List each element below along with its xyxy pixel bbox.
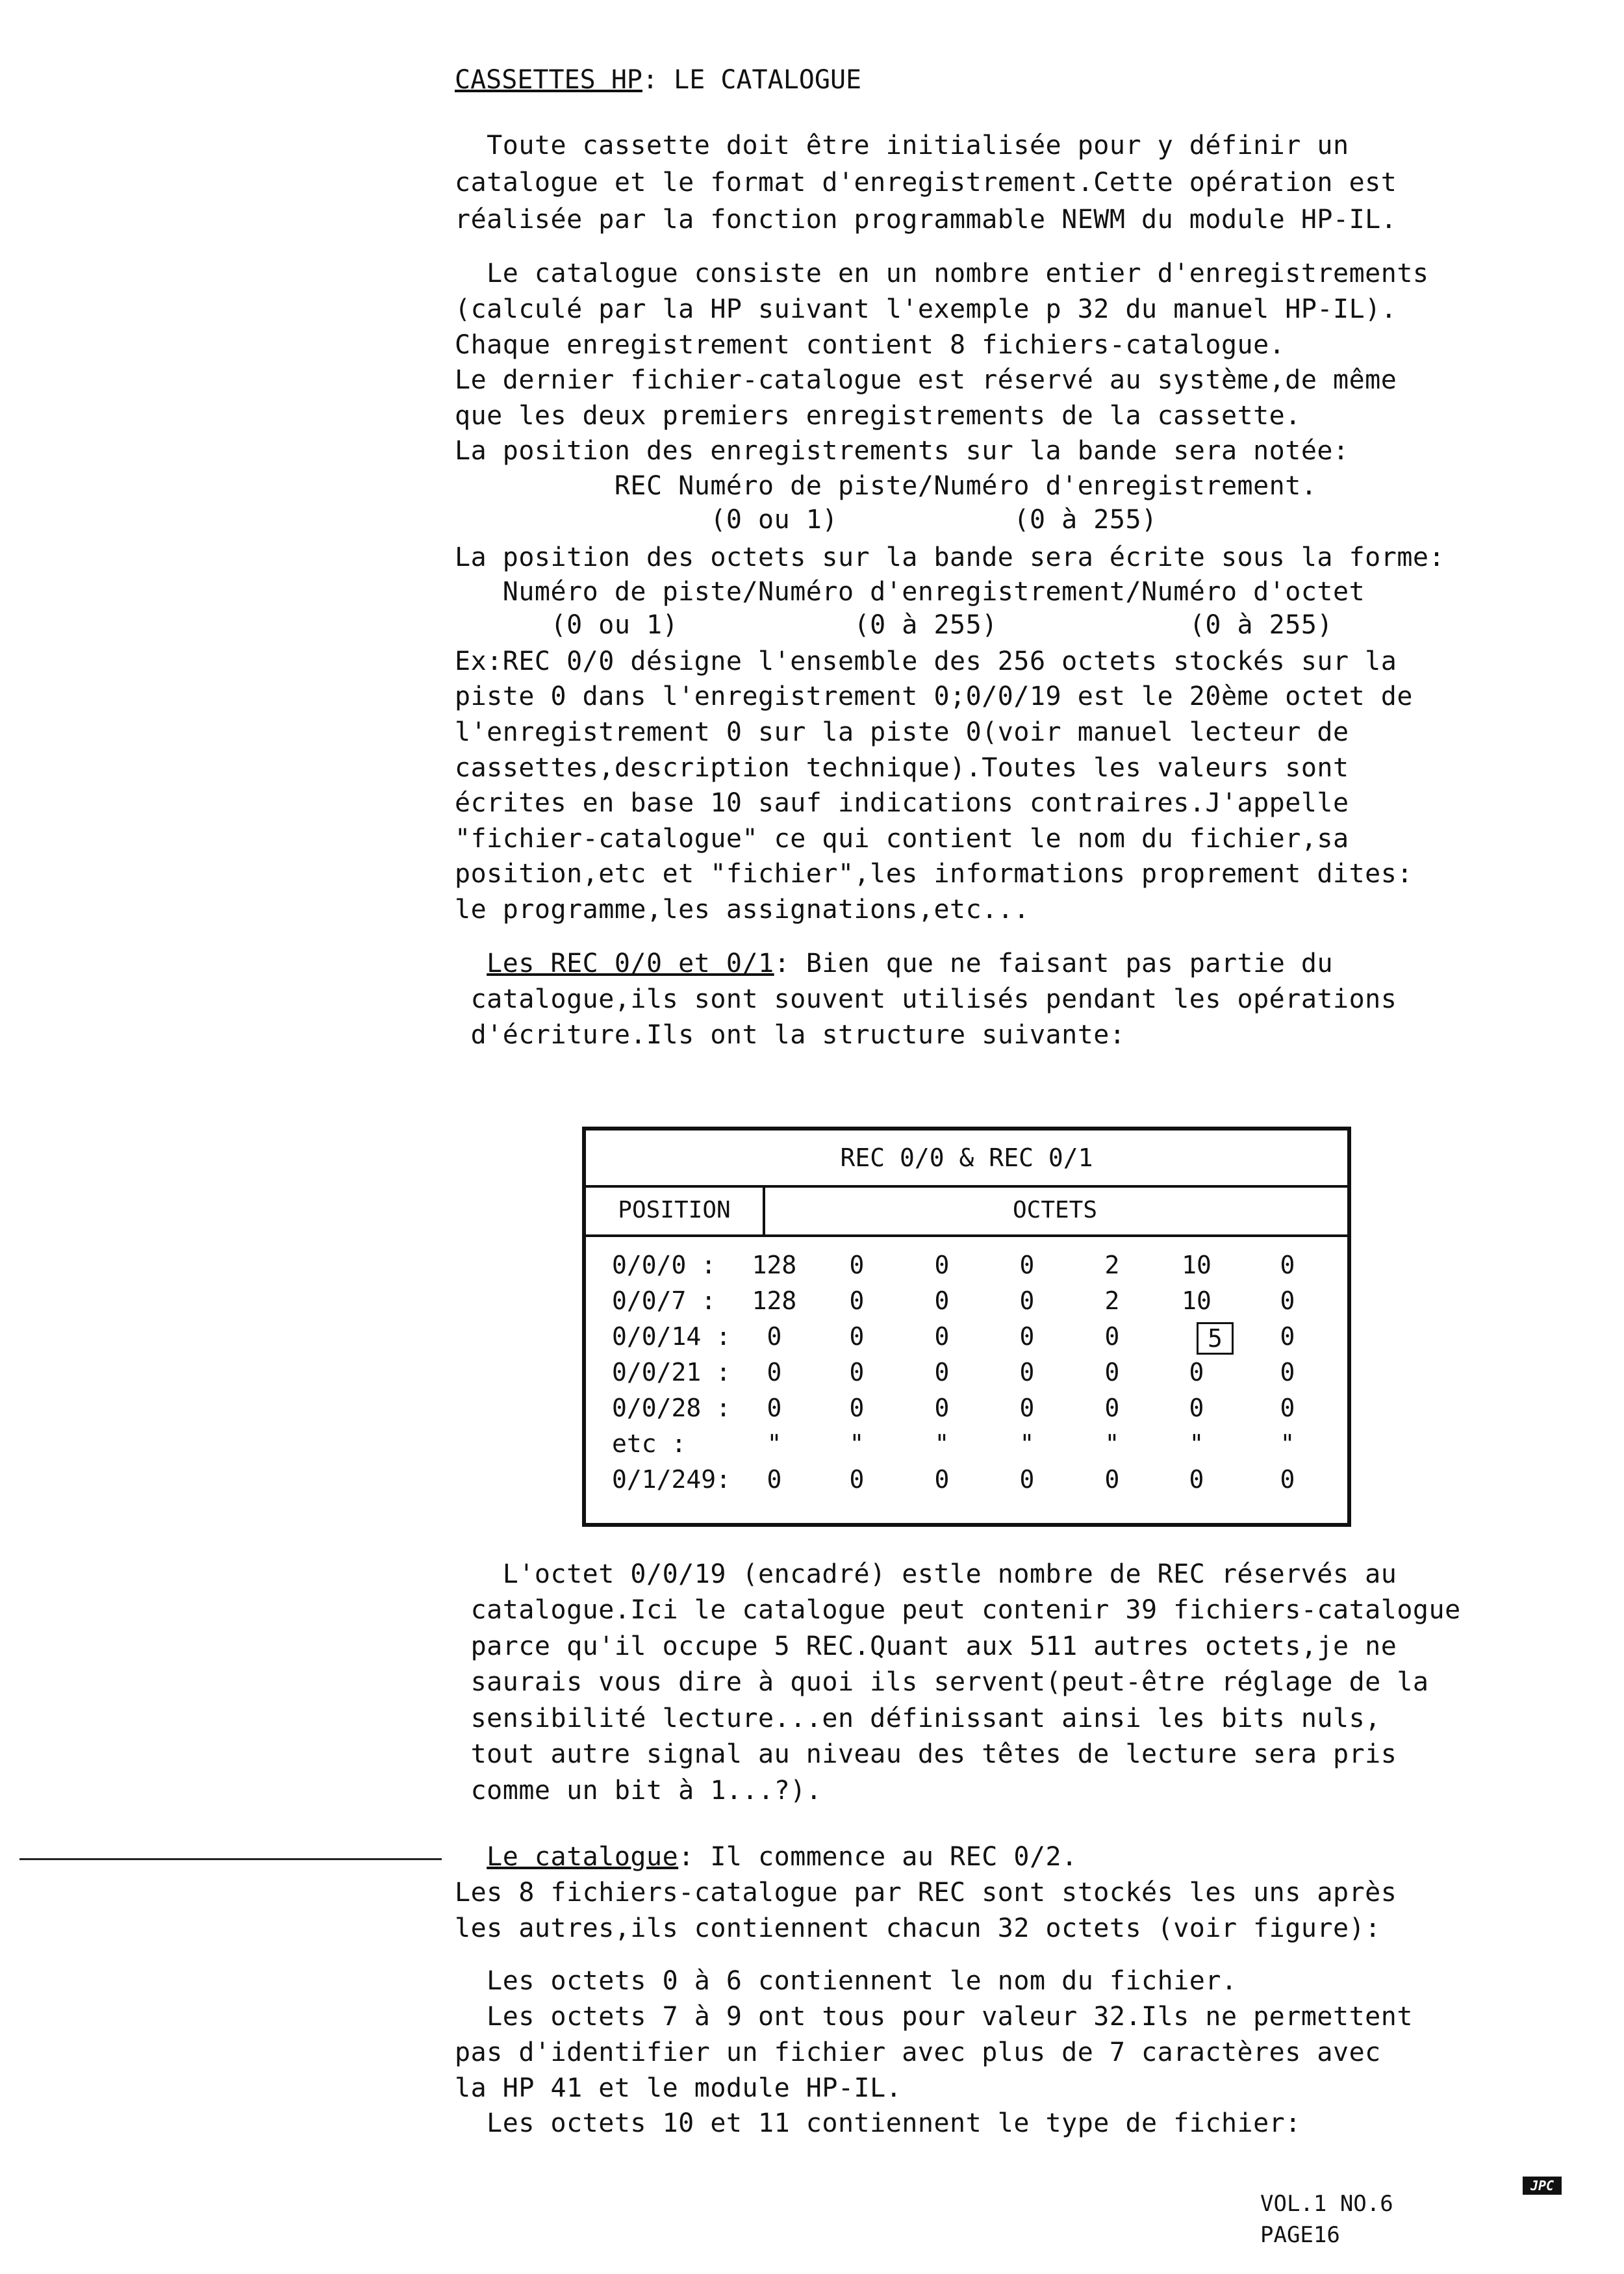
after-table-line: sensibilité lecture...en définissant ainsi les bits nuls, (455, 1704, 1381, 1733)
octet-value: 0 (1019, 1394, 1035, 1422)
row-position: 0/0/28 : (612, 1394, 731, 1422)
after-table-line: catalogue.Ici le catalogue peut contenir 39 fichiers-catalogue (455, 1595, 1461, 1625)
table-row (586, 1429, 1347, 1463)
ditto-mark: " (849, 1429, 865, 1458)
ditto-mark: " (934, 1429, 950, 1458)
octet-value: 0 (767, 1394, 782, 1422)
table-row (586, 1251, 1347, 1284)
column-header-octets: OCTETS (763, 1185, 1347, 1237)
ditto-mark: " (1019, 1429, 1035, 1458)
octet-value: 0 (849, 1394, 865, 1422)
catalogue-line: La position des octets sur la bande sera écrite sous la forme: (455, 543, 1445, 572)
catalogue-line: (0 ou 1) (0 à 255) (0 à 255) (455, 610, 1334, 640)
footer-page-number: PAGE16 (1260, 2222, 1340, 2248)
octet-value: 0 (849, 1465, 865, 1494)
rec-section-line1-rest: : Bien que ne faisant pas partie du (774, 949, 1334, 978)
catalogue-line: Numéro de piste/Numéro d'enregistrement/Numéro d'octet (455, 577, 1365, 607)
catalogue-line: Ex:REC 0/0 désigne l'ensemble des 256 octets stockés sur la (455, 646, 1397, 676)
catalogue-line: position,etc et "fichier",les informations proprement dites: (455, 859, 1413, 889)
footer-volume: VOL.1 NO.6 (1260, 2191, 1393, 2217)
octet-value: 0 (1280, 1394, 1295, 1422)
after-table-line: comme un bit à 1...?). (455, 1776, 822, 1806)
octet-value: 0 (934, 1322, 950, 1351)
horizontal-rule (19, 1858, 442, 1860)
le-catalogue-first-line (455, 1839, 1078, 1876)
row-position: 0/1/249: (612, 1465, 731, 1494)
catalogue-line: REC Numéro de piste/Numéro d'enregistrement. (455, 471, 1317, 501)
octet-line: pas d'identifier un fichier avec plus de 7 caractères avec (455, 2038, 1381, 2067)
octet-value: 0 (849, 1251, 865, 1279)
octet-value: 0 (934, 1286, 950, 1315)
catalogue-line: Le dernier fichier-catalogue est réservé au système,de même (455, 365, 1397, 395)
row-position: 0/0/21 : (612, 1358, 731, 1386)
octet-value: 0 (1189, 1394, 1204, 1422)
row-position: 0/0/7 : (612, 1286, 717, 1315)
octet-value: 0 (767, 1322, 782, 1351)
after-table-line: L'octet 0/0/19 (encadré) estle nombre de REC réservés au (455, 1559, 1397, 1589)
rec-section-first-line (455, 945, 1333, 982)
table-row (586, 1286, 1347, 1320)
catalogue-line: piste 0 dans l'enregistrement 0;0/0/19 est le 20ème octet de (455, 682, 1413, 711)
after-table-line: parce qu'il occupe 5 REC.Quant aux 511 autres octets,je ne (455, 1631, 1397, 1661)
catalogue-line: (0 ou 1) (0 à 255) (455, 505, 1158, 535)
jpc-logo: JPC (1523, 2177, 1562, 2195)
octet-value: 0 (934, 1251, 950, 1279)
octet-value: 0 (1280, 1322, 1295, 1351)
octet-value: 0 (767, 1465, 782, 1494)
octet-value: 0 (1189, 1358, 1204, 1386)
octet-value: 0 (849, 1358, 865, 1386)
octet-value: 0 (1280, 1358, 1295, 1386)
rec-structure-table (582, 1127, 1351, 1527)
catalogue-line: Le catalogue consiste en un nombre entier d'enregistrements (455, 259, 1429, 288)
octet-value: 0 (1019, 1251, 1035, 1279)
catalogue-line: l'enregistrement 0 sur la piste 0(voir manuel lecteur de (455, 717, 1349, 747)
table-title: REC 0/0 & REC 0/1 (586, 1131, 1347, 1188)
catalogue-line: La position des enregistrements sur la bande sera notée: (455, 436, 1349, 466)
catalogue-line: (calculé par la HP suivant l'exemple p 32 du manuel HP-IL). (455, 294, 1397, 324)
octet-value: 0 (767, 1358, 782, 1386)
octet-value: 0 (849, 1322, 865, 1351)
row-position: etc : (612, 1429, 687, 1458)
octet-value: 0 (934, 1358, 950, 1386)
octet-value: 0 (1019, 1322, 1035, 1351)
octet-value: 0 (1104, 1322, 1120, 1351)
octet-value: 10 (1182, 1286, 1212, 1315)
ditto-mark: " (767, 1429, 782, 1458)
table-row (586, 1358, 1347, 1392)
le-catalogue-line: les autres,ils contiennent chacun 32 octets (voir figure): (455, 1913, 1381, 1943)
octet-value: 0 (849, 1286, 865, 1315)
page-title (455, 65, 861, 95)
octet-value: 0 (1280, 1465, 1295, 1494)
octet-value: 0 (1019, 1465, 1035, 1494)
title-underlined: CASSETTES HP (455, 65, 642, 95)
row-position: 0/0/0 : (612, 1251, 717, 1279)
ditto-mark: " (1104, 1429, 1120, 1458)
table-row (586, 1465, 1347, 1499)
octet-value: 128 (752, 1286, 797, 1315)
octet-value: 0 (1189, 1465, 1204, 1494)
ditto-mark: " (1189, 1429, 1204, 1458)
intro-line: catalogue et le format d'enregistrement.Cette opération est (455, 168, 1397, 198)
octet-value: 2 (1104, 1286, 1120, 1315)
octet-value: 0 (1019, 1286, 1035, 1315)
rec-section-line: catalogue,ils sont souvent utilisés pendant les opérations (455, 984, 1397, 1014)
octet-value: 0 (1280, 1251, 1295, 1279)
table-row (586, 1394, 1347, 1427)
octet-value: 5 (1197, 1322, 1234, 1355)
octet-line: Les octets 0 à 6 contiennent le nom du fichier. (455, 1966, 1237, 1996)
octet-value: 0 (1019, 1358, 1035, 1386)
octet-value: 0 (1104, 1394, 1120, 1422)
row-position: 0/0/14 : (612, 1322, 731, 1351)
octet-value: 0 (1280, 1286, 1295, 1315)
ditto-mark: " (1280, 1429, 1295, 1458)
le-catalogue-line: Les 8 fichiers-catalogue par REC sont stockés les uns après (455, 1878, 1397, 1908)
intro-line: Toute cassette doit être initialisée pour y définir un (455, 131, 1349, 160)
catalogue-line: "fichier-catalogue" ce qui contient le nom du fichier,sa (455, 824, 1349, 854)
le-catalogue-heading: Le catalogue (487, 1842, 679, 1872)
octet-value: 0 (934, 1394, 950, 1422)
catalogue-line: le programme,les assignations,etc... (455, 895, 1030, 925)
title-rest: : LE CATALOGUE (642, 65, 862, 95)
intro-line: réalisée par la fonction programmable NEWM du module HP-IL. (455, 205, 1397, 235)
catalogue-line: cassettes,description technique).Toutes les valeurs sont (455, 753, 1349, 783)
octet-line: la HP 41 et le module HP-IL. (455, 2073, 902, 2103)
octet-line: Les octets 7 à 9 ont tous pour valeur 32.Ils ne permettent (455, 2002, 1413, 2032)
catalogue-line: que les deux premiers enregistrements de la cassette. (455, 401, 1301, 431)
octet-value: 10 (1182, 1251, 1212, 1279)
octet-value: 0 (934, 1465, 950, 1494)
le-catalogue-line1-rest: : Il commence au REC 0/2. (678, 1842, 1078, 1872)
octet-value: 2 (1104, 1251, 1120, 1279)
column-header-position: POSITION (586, 1185, 765, 1237)
table-row (586, 1322, 1347, 1356)
catalogue-line: Chaque enregistrement contient 8 fichiers-catalogue. (455, 330, 1286, 360)
rec-section-heading: Les REC 0/0 et 0/1 (487, 949, 774, 978)
after-table-line: tout autre signal au niveau des têtes de lecture sera pris (455, 1739, 1397, 1769)
octet-value: 128 (752, 1251, 797, 1279)
octet-line: Les octets 10 et 11 contiennent le type de fichier: (455, 2108, 1301, 2138)
catalogue-line: écrites en base 10 sauf indications contraires.J'appelle (455, 788, 1349, 818)
rec-section-line: d'écriture.Ils ont la structure suivante: (455, 1020, 1126, 1050)
octet-value: 0 (1104, 1465, 1120, 1494)
after-table-line: saurais vous dire à quoi ils servent(peut-être réglage de la (455, 1667, 1429, 1697)
octet-value: 0 (1104, 1358, 1120, 1386)
